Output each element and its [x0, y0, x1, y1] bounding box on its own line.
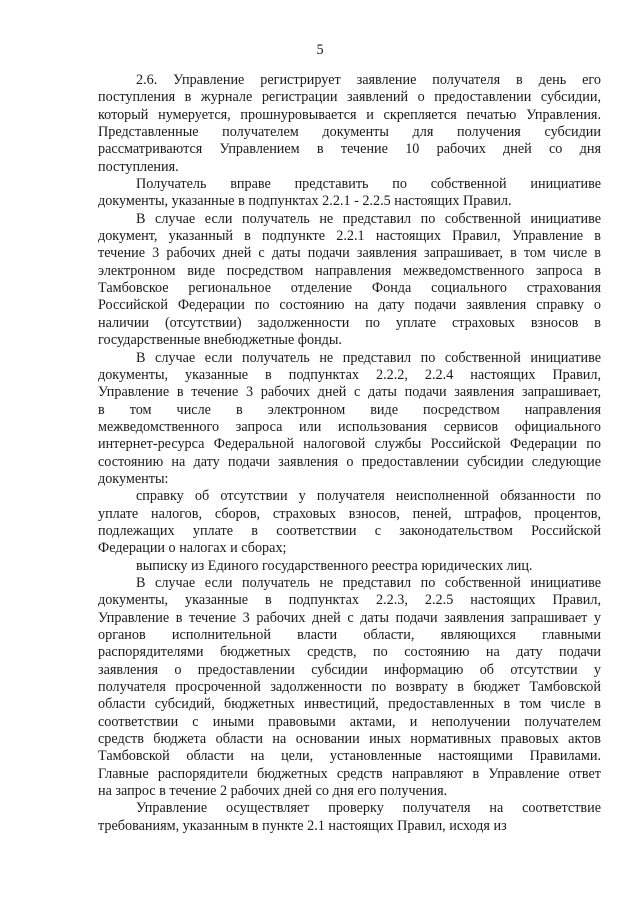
- text-line: в том числе в электронном виде посредством направления: [98, 401, 601, 418]
- text-line: документы, указанные в подпунктах 2.2.3, 2.2.5 настоящих Правил,: [98, 592, 601, 609]
- text-line: документы, указанные в подпунктах 2.2.1 - 2.2.5 настоящих Правил.: [98, 193, 512, 210]
- text-line: Управление в течение 3 рабочих дней с даты подачи заявления запрашивает,: [98, 384, 601, 401]
- text-line: 2.6. Управление регистрирует заявление получателя в день его: [136, 72, 601, 88]
- text-line: интернет-ресурса Федеральной налоговой службы Российской Федерации по: [98, 436, 601, 453]
- paragraph: [98, 176, 601, 211]
- text-line: выписку из Единого государственного реестра юридических лиц.: [136, 557, 533, 574]
- text-line: органов исполнительной власти области, являющихся главными: [98, 627, 601, 643]
- text-line: государственные внебюджетные фонды.: [98, 332, 342, 349]
- text-line: Управление осуществляет проверку получателя на соответствие: [136, 800, 601, 817]
- text-line: средств бюджета области на основании иных нормативных правовых актов: [98, 731, 601, 748]
- text-line: межведомственного запроса или использования сервисов официального: [98, 418, 601, 435]
- paragraph: [98, 488, 601, 557]
- text-line: Главные распорядители бюджетных средств направляют в Управление ответ: [98, 765, 601, 782]
- text-line: Представленные получателем документы для получения субсидии: [98, 124, 601, 141]
- document-body: [98, 72, 601, 835]
- paragraph: [98, 211, 601, 350]
- page-number: 5: [316, 42, 324, 58]
- text-line: получателя просроченной задолженности по возврату в бюджет Тамбовской: [98, 679, 601, 696]
- text-line: соответствии с иными правовыми актами, и неполучении получателем: [98, 713, 601, 730]
- text-line: Получатель вправе представить по собственной инициативе: [136, 176, 601, 193]
- text-line: документы:: [98, 470, 169, 487]
- text-line: течение 3 рабочих дней с даты подачи заявления запрашивает, в том числе в: [98, 245, 601, 262]
- text-line: документ, указанный в подпункте 2.2.1 настоящих Правил, Управление в: [98, 228, 601, 245]
- text-line: заявления о предоставлении субсидии информацию об отсутствии у: [98, 661, 601, 678]
- text-line: области субсидий, бюджетных инвестиций, предоставленных в том числе в: [98, 696, 601, 713]
- text-line: В случае если получатель не представил по собственной инициативе: [136, 349, 601, 366]
- text-line: поступления.: [98, 158, 179, 175]
- text-line: подлежащих уплате в соответствии с законодательством Российской: [98, 522, 601, 539]
- text-line: состоянию на дату подачи заявления о предоставлении субсидии следующие: [98, 453, 601, 470]
- text-line: В случае если получатель не представил по собственной инициативе: [136, 574, 601, 591]
- paragraph: [98, 575, 601, 800]
- paragraph: [98, 800, 601, 835]
- text-line: Тамбовской области на цели, установленные настоящими Правилами.: [98, 748, 601, 765]
- text-line: рассматриваются Управлением в течение 10 рабочих дней со дня: [98, 141, 601, 158]
- text-line: наличии (отсутствии) задолженности по уплате страховых взносов в: [98, 314, 601, 331]
- text-line: который нумеруется, прошнуровывается и скрепляется печатью Управления.: [98, 106, 601, 123]
- paragraph: [98, 350, 601, 489]
- text-line: распорядителями бюджетных средств, по состоянию на дату подачи: [98, 644, 601, 661]
- text-line: документы, указанные в подпунктах 2.2.2, 2.2.4 настоящих Правил,: [98, 366, 601, 383]
- text-line: В случае если получатель не представил по собственной инициативе: [136, 210, 601, 227]
- text-line: Федерации о налогах и сборах;: [98, 540, 287, 557]
- text-line: Российской Федерации по состоянию на дату подачи заявления справку о: [98, 297, 601, 314]
- paragraph: [98, 72, 601, 176]
- text-line: поступления в журнале регистрации заявлений о предоставлении субсидии,: [98, 89, 601, 106]
- text-line: Тамбовское региональное отделение Фонда социального страхования: [98, 280, 601, 297]
- text-line: Управление в течение 3 рабочих дней с даты подачи заявления запрашивает у: [98, 609, 601, 626]
- text-line: требованиям, указанным в пункте 2.1 настоящих Правил, исходя из: [98, 817, 507, 834]
- text-line: справку об отсутствии у получателя неисполненной обязанности по: [136, 488, 601, 505]
- text-line: на запрос в течение 2 рабочих дней со дня его получения.: [98, 783, 448, 800]
- text-line: электронном виде посредством направления межведомственного запроса в: [98, 262, 601, 279]
- text-line: уплате налогов, сборов, страховых взносов, пеней, штрафов, процентов,: [98, 505, 601, 522]
- paragraph: [98, 558, 601, 575]
